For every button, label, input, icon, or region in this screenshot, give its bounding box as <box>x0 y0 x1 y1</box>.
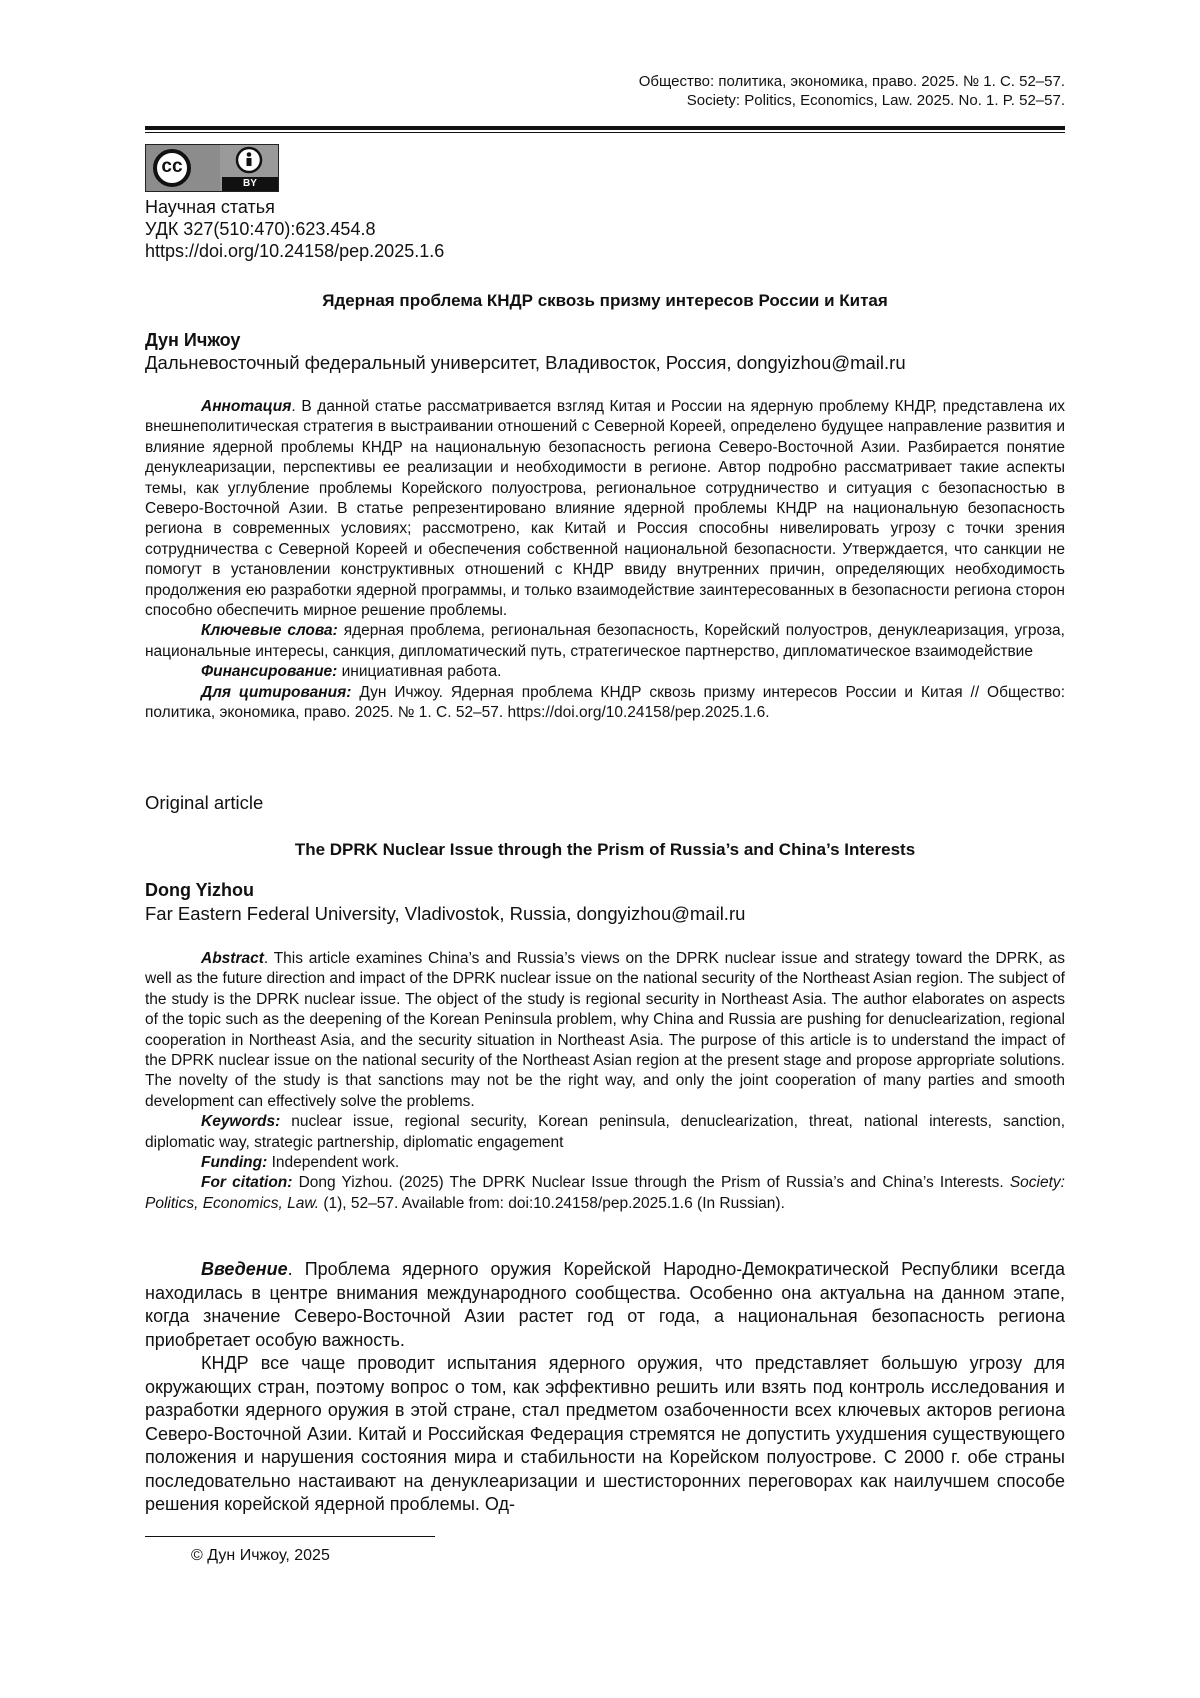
title-en: The DPRK Nuclear Issue through the Prism of Russia’s and China’s Interests <box>294 840 916 859</box>
citation-ru <box>145 683 1065 724</box>
article-type-en: Original article <box>145 792 264 813</box>
keywords-ru <box>145 621 1065 662</box>
keywords-label-en: Keywords: <box>201 1113 281 1131</box>
keywords-text-en: nuclear issue, regional security, Korean peninsula, denuclearization, threat, national interests, sanction, diplomatic way, strategic partnership, diplomatic engagement <box>145 1113 1065 1151</box>
abstract-ru <box>145 397 1065 621</box>
citation-text-ru: Дун Ичжоу. Ядерная проблема КНДР сквозь призму интересов России и Китая // Общество: политика, экономика, право. 2025. № 1. С. 52–57. https://doi.org/10.24158/pep.2025.1.6. <box>145 683 1065 722</box>
abstract-text-ru: . В данной статье рассматривается взгляд Китая и России на ядерную проблему КНДР, представлена их внешнеполитическая стратегия в выстраивании отношений с Северной Кореей, определено будущее направление развития и влияние ядерной проблемы КНДР на национальную безопасность региона Северо-Восточной Азии. Разбирается понятие денуклеаризации, перспективы ее реализации и необходимости в регионе. Автор подробно рассматривает такие аспекты темы, как углубление проблемы Корейского полуострова, региональное сотрудничество и ситуация с безопасностью в Северо-Восточной Азии. В статье репрезентировано влияние ядерной проблемы КНДР на национальную безопасность региона в современных условиях; рассмотрено, как Китай и Россия способны нивелировать угрозу с точки зрения сотрудничества с Северной Кореей и обеспечения собственной национальной безопасности. Утверждается, что санкции не помогут в установлении конструктивных отношений с КНДР ввиду внутренних причин, определяющих необходимость продолжения ею разработки ядерной программы, и только взаимодействие заинтересованных в безопасности региона сторон способно обеспечить мирное решение проблемы. <box>145 398 1065 620</box>
funding-en <box>145 1153 1065 1173</box>
funding-label-ru: Финансирование: <box>201 663 338 681</box>
funding-text-en: Independent work. <box>267 1154 400 1172</box>
abstract-text-en: . This article examines China’s and Russia’s views on the DPRK nuclear issue and strategy toward the DPRK, as well as the future direction and impact of the DPRK nuclear issue on the national security of the Northeast Asian region. The subject of the study is the DPRK nuclear issue. The object of the study is regional security in Northeast Asia. The author elaborates on aspects of the topic such as the deepening of the Korean Peninsula problem, why China and Russia are pushing for denuclearization, regional cooperation in Northeast Asia, and the security situation in Northeast Asia. The purpose of this article is to understand the impact of the DPRK nuclear issue on the national security of the Northeast Asian region at the present stage and propose appropriate solutions. The novelty of the study is that sanctions may not be the right way, and only the joint cooperation of many parties and smooth development can effectively solve the problems. <box>145 950 1065 1110</box>
udc-code: УДК 327(510:470):623.454.8 <box>145 219 376 239</box>
journal-header-en: Society: Politics, Economics, Law. 2025. No. 1. P. 52–57. <box>686 92 1065 109</box>
author-en: Dong Yizhou <box>145 880 254 900</box>
author-ru: Дун Ичжоу <box>145 330 241 350</box>
body-text <box>145 1258 1065 1517</box>
abstract-label-en: Abstract <box>201 950 264 967</box>
body-p1-text: . Проблема ядерного оружия Корейской Народно-Демократической Республики всегда находилась в центре внимания международного сообщества. Особенно она актуальна на данном этапе, когда значение Северо-Восточной Азии растет год от года, а национальная безопасность региона приобретает особую важность. <box>145 1259 1065 1350</box>
keywords-en <box>145 1112 1065 1153</box>
article-type-ru: Научная статья <box>145 197 275 217</box>
citation-label-ru: Для цитирования: <box>201 683 352 701</box>
cc-text: cc <box>161 156 183 177</box>
funding-label-en: Funding: <box>201 1154 268 1172</box>
body-paragraph-1 <box>145 1258 1065 1352</box>
by-text: BY <box>243 178 257 189</box>
keywords-label-ru: Ключевые слова: <box>201 622 338 640</box>
abstract-label-ru: Аннотация <box>201 398 292 415</box>
cc-by-license-badge <box>145 144 279 192</box>
abstract-block-ru <box>145 397 1065 724</box>
citation-text-en-b: (1), 52–57. Available from: doi:10.24158/pep.2025.1.6 (In Russian). <box>319 1194 785 1212</box>
intro-label: Введение <box>201 1259 288 1279</box>
citation-text-en-a: Dong Yizhou. (2025) The DPRK Nuclear Issue through the Prism of Russia’s and China’s Interests. <box>292 1174 1010 1192</box>
abstract-block-en <box>145 949 1065 1214</box>
citation-en <box>145 1173 1065 1214</box>
abstract-en <box>145 949 1065 1112</box>
footnote-rule <box>145 1536 435 1537</box>
copyright-footnote: © Дун Ичжоу, 2025 <box>191 1547 330 1564</box>
header-rule-thick <box>145 126 1065 130</box>
journal-header-ru: Общество: политика, экономика, право. 2025. № 1. С. 52–57. <box>638 73 1065 90</box>
title-ru: Ядерная проблема КНДР сквозь призму интересов России и Китая <box>322 291 888 310</box>
affiliation-en: Far Eastern Federal University, Vladivostok, Russia, dongyizhou@mail.ru <box>145 903 746 924</box>
funding-text-ru: инициативная работа. <box>337 663 502 681</box>
doi-link[interactable]: https://doi.org/10.24158/pep.2025.1.6 <box>145 241 445 261</box>
header-rule-thin <box>145 132 1065 133</box>
keywords-text-ru: ядерная проблема, региональная безопасность, Корейский полуостров, денуклеаризация, угроза, национальные интересы, санкция, дипломатический путь, стратегическое партнерство, дипломатическое взаимодействие <box>145 622 1065 660</box>
citation-label-en: For citation: <box>201 1174 293 1192</box>
article-meta <box>145 196 444 262</box>
citation-journal-en: Society: Politics, Economics, Law. <box>145 1174 1065 1212</box>
funding-ru <box>145 662 1065 682</box>
affiliation-ru: Дальневосточный федеральный университет, Владивосток, Россия, dongyizhou@mail.ru <box>145 352 906 373</box>
body-paragraph-2: КНДР все чаще проводит испытания ядерного оружия, что представляет большую угрозу для окружающих стран, поэтому вопрос о том, как эффективно решить или взять под контроль исследования и разработки ядерного оружия в этой стране, стал предметом озабоченности всех ключевых акторов региона Северо-Восточной Азии. Китай и Российская Федерация стремятся не допустить ухудшения существующего положения и нарушения состояния мира и стабильности на Корейском полуострове. С 2000 г. обе страны последовательно настаивают на денуклеаризации и шестисторонних переговорах как наилучшем способе решения корейской ядерной проблемы. Од- <box>145 1353 1065 1514</box>
journal-header <box>145 72 1065 110</box>
